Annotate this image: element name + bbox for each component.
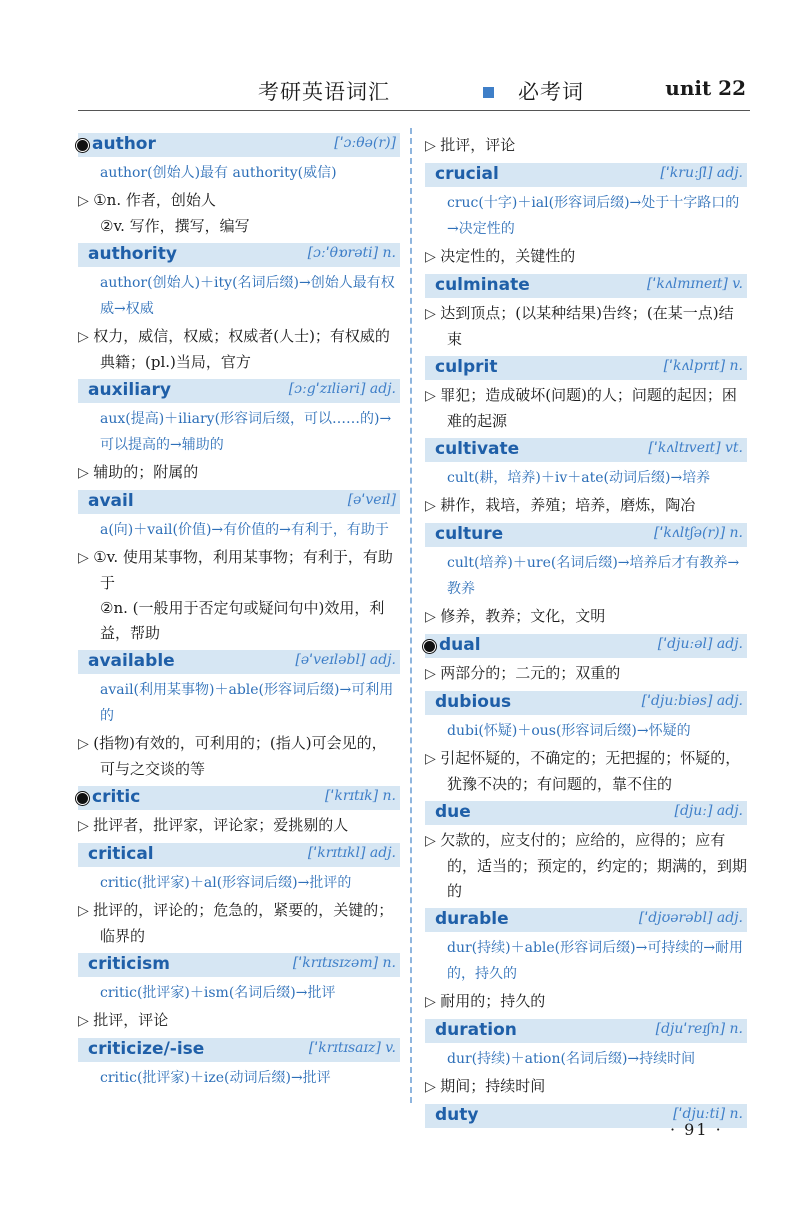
definition: [425, 1074, 747, 1100]
page-header: [78, 70, 750, 111]
headword: author: [92, 134, 156, 154]
definition: [425, 301, 747, 352]
entry-headword-bar: [425, 1019, 747, 1043]
definition: [425, 133, 747, 159]
key-word-dot-icon: [76, 139, 89, 152]
definition-text: ①v. 使用某事物，利用某事物；有利于，有助于: [93, 548, 393, 592]
pronunciation: [djuˈreɪʃn] n.: [655, 1021, 743, 1037]
definition-text: 耐用的；持久的: [440, 992, 546, 1010]
headword: duration: [435, 1020, 517, 1040]
pronunciation: [əˈveɪl]: [347, 492, 396, 508]
entry-headword-bar: [78, 843, 400, 867]
headword: due: [435, 802, 471, 822]
headword: criticize/-ise: [88, 1039, 205, 1059]
triangle-bullet-icon: ▷: [78, 818, 94, 834]
section-title: 必考词: [518, 80, 584, 104]
triangle-bullet-icon: ▷: [425, 388, 441, 404]
etymology-note: a(向)＋vail(价值)→有价值的→有利于，有助于: [100, 522, 389, 538]
headword: dual: [439, 635, 481, 655]
pronunciation: [əˈveɪləbl] adj.: [295, 652, 396, 668]
pronunciation: [ˈkrɪtɪsaɪz] v.: [308, 1040, 396, 1056]
entry-headword-bar: [425, 908, 747, 932]
vocab-entry: [78, 490, 400, 646]
triangle-bullet-icon: ▷: [425, 833, 441, 849]
definition-text: 引起怀疑的，不确定的；无把握的；怀疑的，犹豫不决的；有问题的，靠不住的: [440, 749, 741, 793]
entry-headword-bar: [425, 274, 747, 298]
headword: duty: [435, 1105, 479, 1125]
definition: [78, 813, 400, 839]
entry-headword-bar: [425, 801, 747, 825]
definition-text: 修养，教养；文化，文明: [440, 607, 606, 625]
pronunciation: [djuː] adj.: [674, 803, 743, 819]
triangle-bullet-icon: ▷: [425, 1079, 441, 1095]
pronunciation: [ˈdjuːəl] adj.: [657, 636, 743, 652]
headword: critical: [88, 844, 154, 864]
headword: available: [88, 651, 175, 671]
definition: [78, 545, 400, 646]
pronunciation: [ˈdjuːbiəs] adj.: [641, 693, 743, 709]
definition-text: 批评者，批评家，评论家；爱挑剔的人: [93, 816, 349, 834]
pronunciation: [ˈɔːθə(r)]: [334, 135, 396, 151]
etymology-note: aux(提高)＋iliary(形容词后缀，可以……的)→可以提高的→辅助的: [100, 411, 392, 453]
headword: cultivate: [435, 439, 520, 459]
entry-headword-bar: [425, 163, 747, 187]
entry-headword-bar: [78, 490, 400, 514]
etymology-note: cult(培养)＋ure(名词后缀)→培养后才有教养→教养: [447, 555, 740, 597]
triangle-bullet-icon: ▷: [425, 306, 441, 322]
key-word-dot-icon: [76, 792, 89, 805]
etymology-note: critic(批评家)＋ism(名词后缀)→批评: [100, 985, 336, 1001]
triangle-bullet-icon: ▷: [78, 550, 94, 566]
headword: culminate: [435, 275, 530, 295]
definition-text: 批评，评论: [93, 1011, 169, 1029]
definition: [78, 1008, 400, 1034]
definition: [78, 898, 400, 949]
etymology-note: avail(利用某事物)＋able(形容词后缀)→可利用的: [100, 682, 394, 724]
pronunciation: [ˈkrɪtɪkl] adj.: [307, 845, 396, 861]
triangle-bullet-icon: ▷: [425, 249, 441, 265]
definition: [425, 746, 747, 797]
triangle-bullet-icon: ▷: [78, 465, 94, 481]
entry-headword-bar: [425, 438, 747, 462]
vocab-entry: [78, 843, 400, 949]
definition-text: 权力，威信，权威；权威者(人士)；有权威的典籍；(pl.)当局，官方: [93, 327, 390, 371]
headword: critic: [92, 787, 141, 807]
definition-text: 辅助的；附属的: [93, 463, 199, 481]
definition-text: 欠款的，应支付的；应给的，应得的；应有的，适当的；预定的，约定的；期满的，到期的: [440, 831, 748, 900]
definition: [78, 188, 400, 239]
etymology-note: dubi(怀疑)＋ous(形容词后缀)→怀疑的: [447, 723, 691, 739]
etymology-note: critic(批评家)＋ize(动词后缀)→批评: [100, 1070, 331, 1086]
vocab-entry: [425, 163, 747, 270]
pronunciation: [ˈdjʊərəbl] adj.: [638, 910, 743, 926]
headword: crucial: [435, 164, 499, 184]
entry-headword-bar: [78, 379, 400, 403]
column-divider: [410, 128, 412, 1103]
left-column: [78, 133, 400, 1093]
triangle-bullet-icon: ▷: [425, 751, 441, 767]
definition: [425, 828, 747, 904]
etymology-note: cult(耕，培养)＋iv＋ate(动词后缀)→培养: [447, 470, 711, 486]
vocab-entry: [425, 691, 747, 797]
entry-headword-bar: [78, 953, 400, 977]
right-column: [425, 133, 747, 1131]
page-number: · 91 ·: [670, 1120, 723, 1139]
pronunciation: [ˈkrɪtɪk] n.: [324, 788, 396, 804]
vocab-entry: [425, 634, 747, 687]
triangle-bullet-icon: ▷: [78, 736, 94, 752]
entry-headword-bar: [78, 1038, 400, 1062]
pronunciation: [ˈkʌltɪveɪt] vt.: [648, 440, 743, 456]
vocab-entry: [78, 650, 400, 782]
definition-text: ②n. (一般用于否定句或疑问句中)效用，利益，帮助: [100, 599, 385, 642]
definition-text: 批评的，评论的；危急的，紧要的，关键的；临界的: [93, 901, 394, 945]
entry-headword-bar: [78, 243, 400, 267]
entry-headword-bar: [425, 634, 747, 658]
pronunciation: [ɔːgˈzɪliəri] adj.: [288, 381, 396, 397]
pronunciation: [ɔːˈθɒrəti] n.: [307, 245, 396, 261]
book-title: 考研英语词汇: [258, 80, 390, 104]
definition: [425, 661, 747, 687]
vocab-entry: [425, 438, 747, 519]
entry-headword-bar: [425, 356, 747, 380]
headword: authority: [88, 244, 177, 264]
etymology-note: dur(持续)＋ation(名词后缀)→持续时间: [447, 1051, 696, 1067]
triangle-bullet-icon: ▷: [78, 1013, 94, 1029]
headword: auxiliary: [88, 380, 171, 400]
entry-headword-bar: [425, 523, 747, 547]
vocab-entry: [78, 379, 400, 486]
triangle-bullet-icon: ▷: [78, 329, 94, 345]
triangle-bullet-icon: ▷: [78, 193, 94, 209]
etymology-note: critic(批评家)＋al(形容词后缀)→批评的: [100, 875, 352, 891]
triangle-bullet-icon: ▷: [425, 498, 441, 514]
vocab-entry: [425, 133, 747, 159]
headword: durable: [435, 909, 509, 929]
triangle-bullet-icon: ▷: [78, 903, 94, 919]
etymology-note: author(创始人)最有 authority(威信): [100, 165, 337, 181]
pronunciation: [ˈkʌltʃə(r)] n.: [654, 525, 743, 541]
vocab-entry: [78, 243, 400, 375]
definition: [425, 604, 747, 630]
headword: criticism: [88, 954, 170, 974]
triangle-bullet-icon: ▷: [425, 994, 441, 1010]
vocab-entry: [425, 1019, 747, 1100]
definition-text: 批评，评论: [440, 136, 516, 154]
headword: avail: [88, 491, 134, 511]
etymology-note: cruc(十字)＋ial(形容词后缀)→处于十字路口的→决定性的: [447, 195, 740, 237]
definition: [425, 989, 747, 1015]
headword: culture: [435, 524, 504, 544]
pronunciation: [ˈdjuːti] n.: [673, 1106, 743, 1122]
definition-text: 耕作，栽培，养殖；培养，磨炼，陶冶: [440, 496, 696, 514]
vocab-entry: [425, 523, 747, 630]
square-bullet-icon: [483, 87, 494, 98]
vocab-entry: [425, 274, 747, 352]
definition-text: ①n. 作者，创始人: [93, 191, 216, 209]
pronunciation: [ˈkrɪtɪsɪzəm] n.: [292, 955, 396, 971]
vocab-entry: [78, 160, 400, 239]
definition-text: (指物)有效的，可利用的；(指人)可会见的，可与之交谈的等: [93, 734, 387, 778]
etymology-note: author(创始人)＋ity(名词后缀)→创始人最有权威→权威: [100, 275, 395, 317]
key-word-dot-icon: [423, 640, 436, 653]
definition-text: 达到顶点；(以某种结果)告终；(在某一点)结束: [440, 304, 734, 348]
definition-text: ②v. 写作，撰写，编写: [100, 217, 250, 235]
definition: [78, 324, 400, 375]
vocab-entry: [78, 786, 400, 839]
triangle-bullet-icon: ▷: [425, 666, 441, 682]
headword: dubious: [435, 692, 512, 712]
vocab-entry: [78, 133, 400, 157]
unit-label: unit 22: [665, 76, 746, 100]
definition: [78, 731, 400, 782]
definition-text: 决定性的，关键性的: [440, 247, 576, 265]
definition-text: 期间；持续时间: [440, 1077, 546, 1095]
entry-headword-bar: [78, 786, 400, 810]
headword: culprit: [435, 357, 498, 377]
vocab-entry: [425, 356, 747, 434]
entry-headword-bar: [78, 650, 400, 674]
entry-headword-bar: [78, 133, 400, 157]
definition: [78, 460, 400, 486]
definition-text: 两部分的；二元的；双重的: [440, 664, 621, 682]
definition: [425, 383, 747, 434]
entry-headword-bar: [425, 691, 747, 715]
definition: [425, 244, 747, 270]
vocab-entry: [78, 953, 400, 1034]
vocab-entry: [78, 1038, 400, 1091]
definition: [425, 493, 747, 519]
pronunciation: [ˈkʌlprɪt] n.: [663, 358, 743, 374]
triangle-bullet-icon: ▷: [425, 609, 441, 625]
triangle-bullet-icon: ▷: [425, 138, 441, 154]
definition-text: 罪犯；造成破坏(问题)的人；问题的起因；困难的起源: [440, 386, 737, 430]
pronunciation: [ˈkruːʃl] adj.: [660, 165, 743, 181]
vocab-entry: [425, 908, 747, 1015]
vocab-entry: [425, 801, 747, 904]
etymology-note: dur(持续)＋able(形容词后缀)→可持续的→耐用的，持久的: [447, 940, 744, 982]
pronunciation: [ˈkʌlmɪneɪt] v.: [646, 276, 743, 292]
